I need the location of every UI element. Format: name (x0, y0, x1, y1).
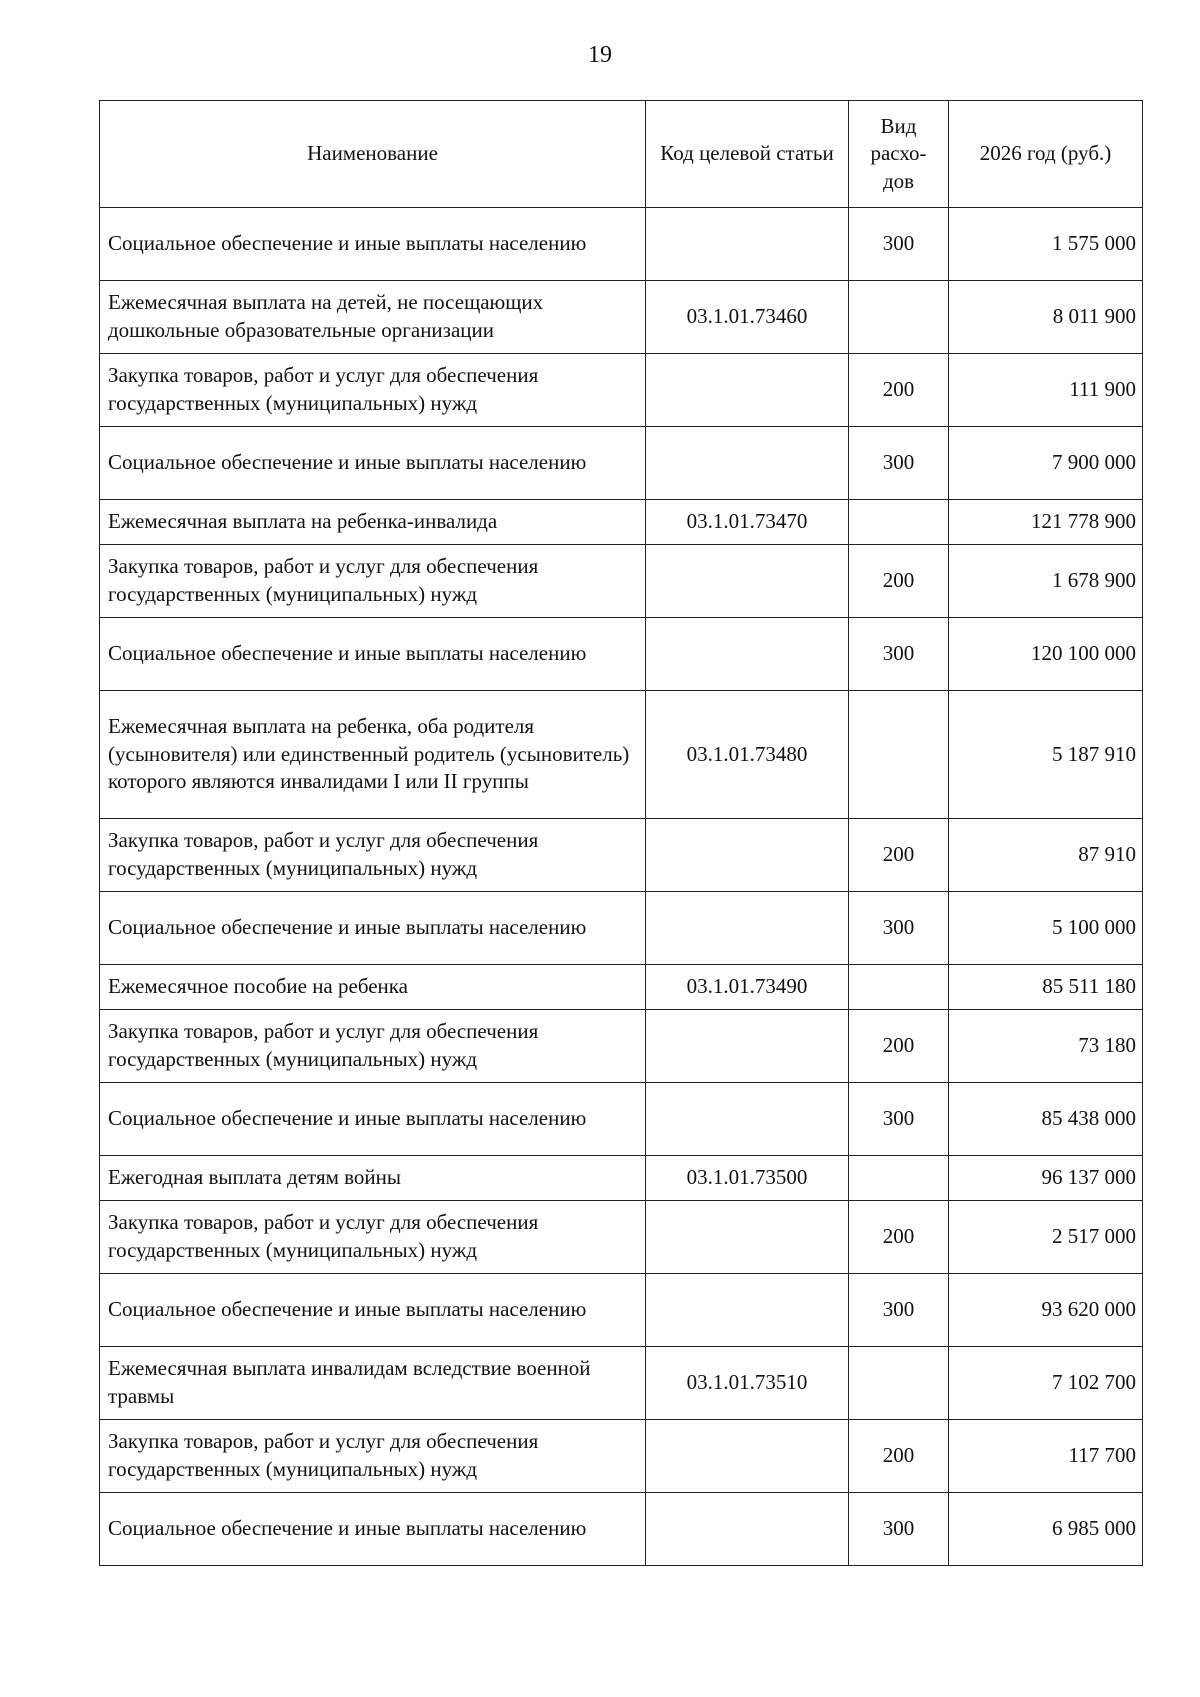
cell-code (646, 892, 849, 965)
cell-amount: 111 900 (949, 354, 1143, 427)
cell-name: Закупка товаров, работ и услуг для обеспечения государственных (муниципальных) нужд (100, 1201, 646, 1274)
cell-name: Ежемесячное пособие на ребенка (100, 965, 646, 1010)
cell-type: 200 (849, 1420, 949, 1493)
cell-type (849, 500, 949, 545)
cell-amount: 93 620 000 (949, 1274, 1143, 1347)
table-row (100, 1274, 1143, 1347)
cell-amount: 87 910 (949, 819, 1143, 892)
cell-amount: 5 187 910 (949, 691, 1143, 819)
cell-code (646, 354, 849, 427)
cell-type (849, 1347, 949, 1420)
cell-name: Закупка товаров, работ и услуг для обеспечения государственных (муниципальных) нужд (100, 819, 646, 892)
cell-type: 200 (849, 545, 949, 618)
cell-name: Закупка товаров, работ и услуг для обеспечения государственных (муниципальных) нужд (100, 354, 646, 427)
table-header-row (100, 101, 1143, 208)
cell-amount: 121 778 900 (949, 500, 1143, 545)
table-row (100, 500, 1143, 545)
cell-name: Ежемесячная выплата инвалидам вследствие военной травмы (100, 1347, 646, 1420)
header-type: Вид расхо-дов (849, 101, 949, 208)
cell-type: 300 (849, 1493, 949, 1566)
cell-name: Закупка товаров, работ и услуг для обеспечения государственных (муниципальных) нужд (100, 545, 646, 618)
cell-type: 300 (849, 1274, 949, 1347)
cell-code (646, 819, 849, 892)
page-number: 19 (588, 42, 612, 68)
table-row (100, 208, 1143, 281)
header-amount: 2026 год (руб.) (949, 101, 1143, 208)
cell-type: 200 (849, 354, 949, 427)
cell-amount: 120 100 000 (949, 618, 1143, 691)
cell-code (646, 1201, 849, 1274)
cell-name: Ежемесячная выплата на детей, не посещающих дошкольные образовательные организации (100, 281, 646, 354)
cell-name: Ежемесячная выплата на ребенка-инвалида (100, 500, 646, 545)
table-row (100, 819, 1143, 892)
cell-code (646, 1274, 849, 1347)
cell-code: 03.1.01.73470 (646, 500, 849, 545)
table-row (100, 1493, 1143, 1566)
table-row (100, 1347, 1143, 1420)
cell-type: 200 (849, 819, 949, 892)
cell-name: Ежегодная выплата детям войны (100, 1156, 646, 1201)
cell-amount: 7 900 000 (949, 427, 1143, 500)
cell-type (849, 965, 949, 1010)
table-row (100, 1156, 1143, 1201)
cell-name: Социальное обеспечение и иные выплаты населению (100, 1493, 646, 1566)
cell-code (646, 208, 849, 281)
cell-type (849, 281, 949, 354)
cell-code (646, 1010, 849, 1083)
cell-type: 300 (849, 1083, 949, 1156)
cell-name: Социальное обеспечение и иные выплаты населению (100, 208, 646, 281)
cell-amount: 1 678 900 (949, 545, 1143, 618)
cell-amount: 2 517 000 (949, 1201, 1143, 1274)
cell-name: Социальное обеспечение и иные выплаты населению (100, 618, 646, 691)
cell-code (646, 1493, 849, 1566)
cell-name: Социальное обеспечение и иные выплаты населению (100, 892, 646, 965)
header-name: Наименование (100, 101, 646, 208)
cell-code (646, 1083, 849, 1156)
cell-code: 03.1.01.73510 (646, 1347, 849, 1420)
cell-name: Закупка товаров, работ и услуг для обеспечения государственных (муниципальных) нужд (100, 1010, 646, 1083)
cell-amount: 1 575 000 (949, 208, 1143, 281)
cell-code (646, 545, 849, 618)
table-row (100, 691, 1143, 819)
table-row (100, 1420, 1143, 1493)
budget-table (99, 100, 1143, 1566)
table-row (100, 427, 1143, 500)
cell-amount: 85 511 180 (949, 965, 1143, 1010)
cell-name: Ежемесячная выплата на ребенка, оба родителя (усыновителя) или единственный родитель (усыновитель) которого являются инвалидами I или II группы (100, 691, 646, 819)
cell-amount: 8 011 900 (949, 281, 1143, 354)
cell-type: 300 (849, 618, 949, 691)
table-row (100, 892, 1143, 965)
cell-amount: 117 700 (949, 1420, 1143, 1493)
header-code: Код целевой статьи (646, 101, 849, 208)
cell-type: 200 (849, 1010, 949, 1083)
table-body (100, 208, 1143, 1566)
cell-code: 03.1.01.73460 (646, 281, 849, 354)
cell-code: 03.1.01.73500 (646, 1156, 849, 1201)
cell-amount: 85 438 000 (949, 1083, 1143, 1156)
table-row (100, 618, 1143, 691)
cell-amount: 6 985 000 (949, 1493, 1143, 1566)
table-row (100, 354, 1143, 427)
cell-code (646, 1420, 849, 1493)
cell-code (646, 427, 849, 500)
cell-name: Закупка товаров, работ и услуг для обеспечения государственных (муниципальных) нужд (100, 1420, 646, 1493)
cell-amount: 7 102 700 (949, 1347, 1143, 1420)
cell-amount: 96 137 000 (949, 1156, 1143, 1201)
cell-type: 300 (849, 208, 949, 281)
table-row (100, 281, 1143, 354)
cell-name: Социальное обеспечение и иные выплаты населению (100, 1274, 646, 1347)
cell-type: 300 (849, 892, 949, 965)
cell-amount: 73 180 (949, 1010, 1143, 1083)
cell-type (849, 1156, 949, 1201)
cell-type: 200 (849, 1201, 949, 1274)
cell-code: 03.1.01.73480 (646, 691, 849, 819)
table-row (100, 545, 1143, 618)
table-row (100, 1201, 1143, 1274)
table-row (100, 1010, 1143, 1083)
cell-name: Социальное обеспечение и иные выплаты населению (100, 427, 646, 500)
cell-name: Социальное обеспечение и иные выплаты населению (100, 1083, 646, 1156)
cell-amount: 5 100 000 (949, 892, 1143, 965)
cell-code (646, 618, 849, 691)
table-row (100, 1083, 1143, 1156)
cell-type: 300 (849, 427, 949, 500)
cell-type (849, 691, 949, 819)
table-row (100, 965, 1143, 1010)
cell-code: 03.1.01.73490 (646, 965, 849, 1010)
